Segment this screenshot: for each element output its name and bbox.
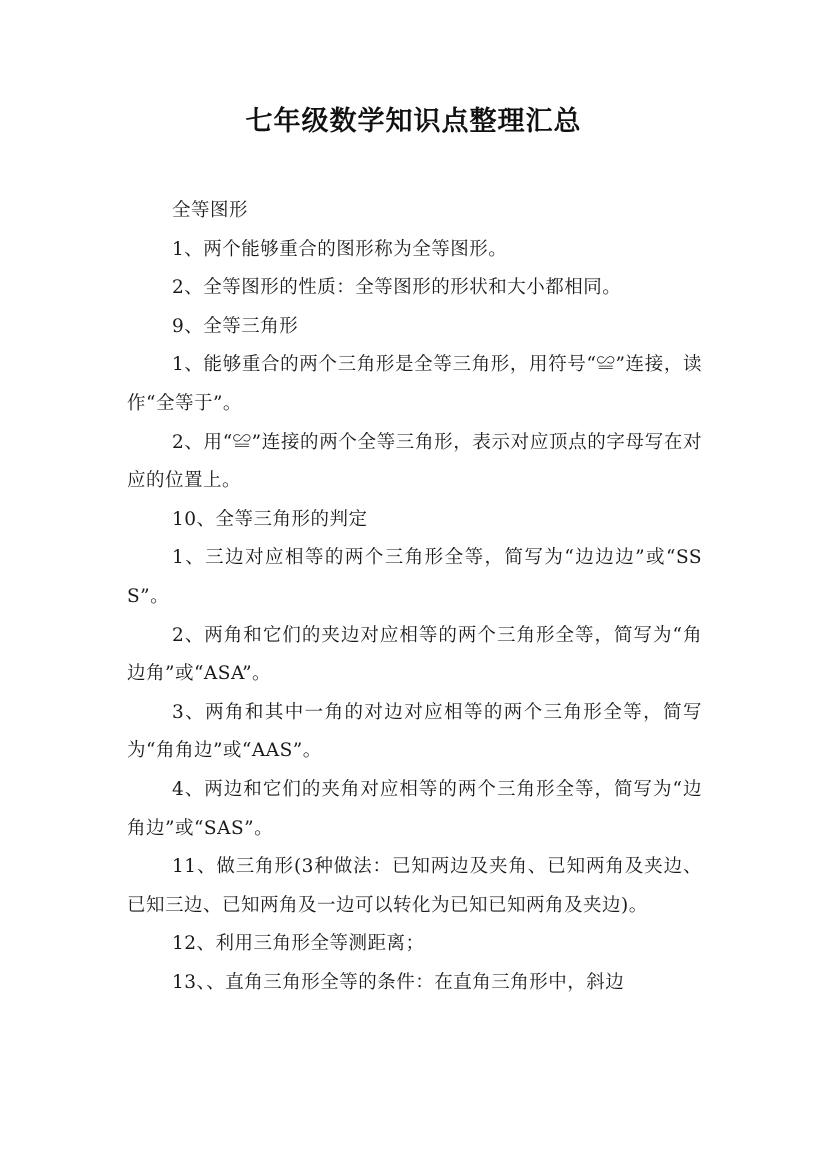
paragraph: 2、用“≌”连接的两个全等三角形，表示对应顶点的字母写在对应的位置上。: [127, 431, 702, 492]
paragraph: 1、三边对应相等的两个三角形全等，简写为“边边边”或“SSS”。: [127, 547, 702, 607]
section-heading-congruent-figures: 全等图形: [172, 200, 249, 221]
document-title: 七年级数学知识点整理汇总: [245, 106, 582, 137]
document-body: [127, 192, 702, 1002]
paragraph: 3、两角和其中一角的对边对应相等的两个三角形全等，简写为“角角边”或“AAS”。: [127, 701, 702, 762]
paragraph: 2、两角和它们的夹边对应相等的两个三角形全等，简写为“角边角”或“ASA”。: [127, 624, 702, 685]
paragraph: 4、两边和它们的夹角对应相等的两个三角形全等，简写为“边角边”或“SAS”。: [127, 778, 702, 839]
section-heading-congruent-triangles: 9、全等三角形: [172, 315, 299, 337]
paragraph: 2、全等图形的性质：全等图形的形状和大小都相同。: [172, 277, 622, 299]
paragraph: 12、利用三角形全等测距离；: [172, 933, 425, 955]
paragraph: 1、两个能够重合的图形称为全等图形。: [172, 238, 508, 260]
paragraph: 11、做三角形(3种做法：已知两边及夹角、已知两角及夹边、已知三边、已知两角及一边可以转化为已知已知两角及夹边)。: [127, 856, 702, 916]
section-heading-triangle-criteria: 10、全等三角形的判定: [172, 508, 368, 530]
paragraph: 1、能够重合的两个三角形是全等三角形，用符号“≌”连接，读作“全等于”。: [127, 354, 702, 414]
paragraph: 13、、直角三角形全等的条件：在直角三角形中，斜边: [172, 971, 625, 993]
